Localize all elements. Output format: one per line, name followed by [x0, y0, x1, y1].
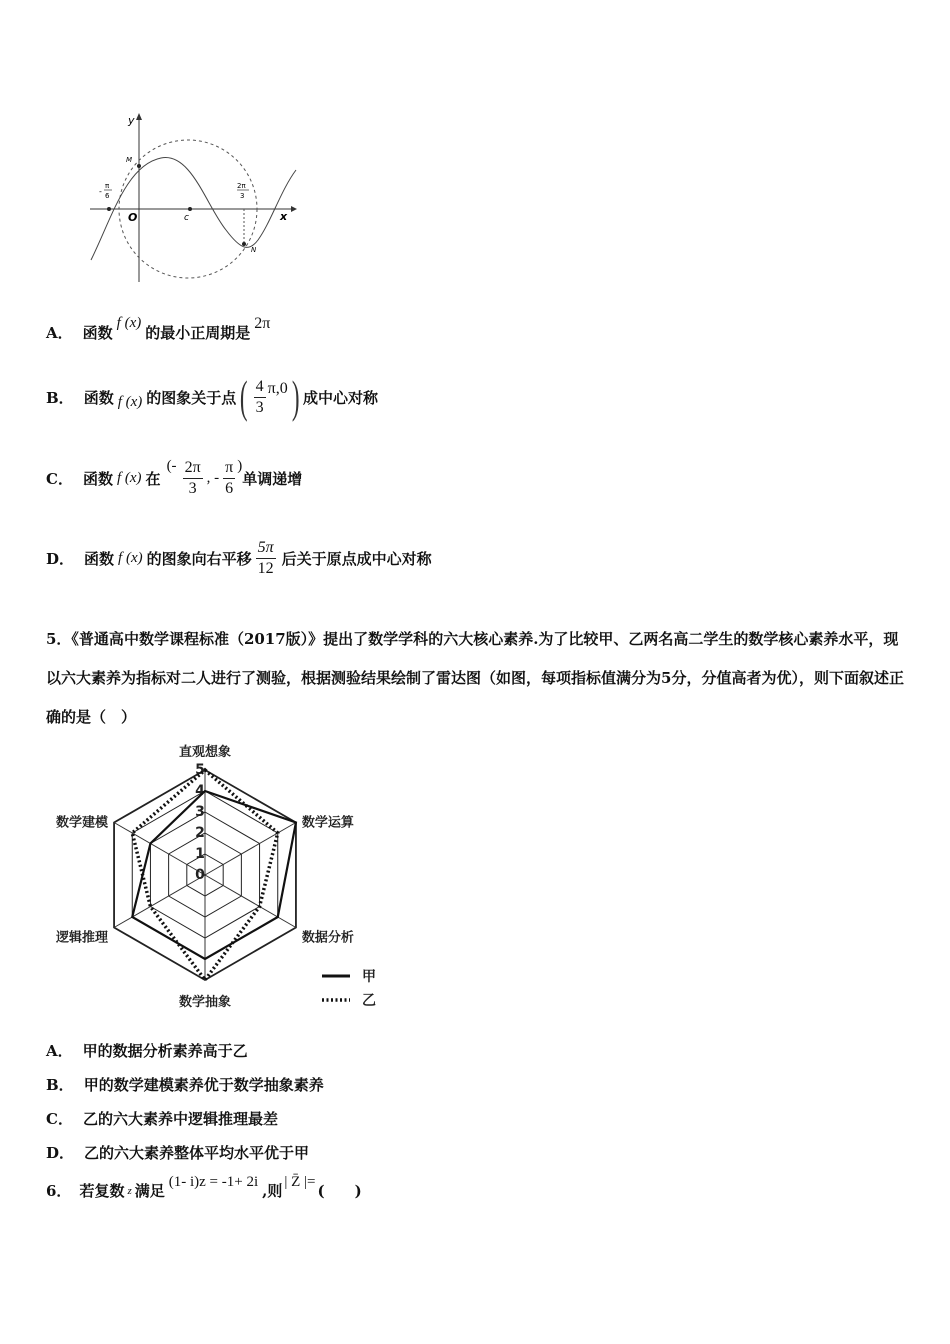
paren-close: ) [291, 371, 300, 422]
scale-label: 0 [195, 867, 205, 883]
var-z: z [127, 1184, 132, 1197]
question-6 [46, 1174, 362, 1201]
legend-label: 乙 [362, 993, 376, 1009]
axis-label: 数学建模 [56, 815, 109, 831]
axis-label: 直观想象 [178, 745, 232, 760]
option-text: 甲的数据分析素养高于乙 [82, 1042, 248, 1060]
axis-label: 数学运算 [301, 815, 354, 831]
fraction-four-thirds [254, 377, 266, 418]
frac-num: 2π [183, 458, 203, 479]
option-4a [46, 314, 271, 343]
axis-label: 数据分析 [301, 930, 354, 946]
option-4b [46, 371, 379, 422]
radar-chart [40, 738, 390, 1013]
interval-close: ) [237, 458, 243, 474]
point-c [188, 207, 192, 211]
option-label: B． [46, 388, 74, 407]
radar-legend [322, 969, 376, 1009]
scale-label: 4 [195, 783, 205, 799]
fraction-2pi-3 [183, 458, 203, 499]
scale-label: 2 [195, 825, 205, 841]
n-label: N [251, 246, 257, 254]
option-text: 乙的六大素养中逻辑推理最差 [82, 1110, 278, 1128]
option-text: 函数 [82, 470, 113, 488]
frac-den: 3 [255, 398, 264, 416]
legend-label: 甲 [362, 969, 376, 985]
question-number: 6． [46, 1182, 72, 1200]
grid-spoke [205, 823, 296, 876]
m-label: M [126, 156, 133, 164]
interval-sep: , - [206, 470, 220, 486]
option-text: 单调递增 [242, 470, 303, 488]
option-5a [46, 1040, 248, 1061]
option-text: 后关于原点成中心对称 [281, 550, 432, 568]
y-label: y [128, 114, 135, 127]
option-text: 成中心对称 [303, 388, 379, 407]
y-axis-arrow-icon [136, 113, 142, 120]
period-value: 2π [254, 314, 271, 332]
modulus-expr: | Z̄ |= [284, 1174, 316, 1190]
twopi-den: 3 [240, 192, 245, 200]
option-5d [46, 1142, 309, 1163]
option-label: D． [46, 550, 75, 568]
grid-spoke [205, 875, 296, 928]
point-m [137, 164, 141, 168]
frac-den: 3 [188, 480, 197, 497]
scale-label: 5 [195, 762, 205, 778]
x-label: x [280, 210, 288, 223]
twopi-num: 2π [237, 182, 246, 190]
frac-num: 5π [256, 538, 276, 559]
question-text: 若复数 [79, 1182, 125, 1200]
question-text: 满足 [134, 1182, 165, 1200]
option-4c [46, 458, 302, 499]
point-rest: π,0 [267, 380, 288, 397]
point-n [242, 242, 246, 246]
grid-spoke [114, 823, 205, 876]
option-text: 乙的六大素养整体平均水平优于甲 [84, 1144, 310, 1162]
question-text: ,则 [262, 1182, 283, 1200]
option-4d [46, 538, 432, 579]
option-text: 在 [145, 470, 161, 488]
option-text: 函数 [84, 550, 115, 568]
neg-pi-num: π [105, 182, 110, 190]
option-5b [46, 1074, 324, 1095]
option-label: D． [46, 1144, 75, 1162]
fraction-pi-6 [223, 458, 235, 499]
option-label: C． [46, 470, 73, 488]
frac-num: π [223, 458, 235, 479]
interval-open: (- [166, 458, 177, 474]
option-text: 甲的数学建模素养优于数学抽象素养 [83, 1076, 324, 1094]
option-label: B． [46, 1076, 74, 1094]
neg-pi-den: 6 [105, 192, 110, 200]
series-jia [132, 791, 296, 959]
paren-open: ( [240, 371, 248, 422]
scale-label: 1 [195, 846, 205, 862]
option-label: A． [46, 1042, 73, 1060]
option-label: A． [46, 324, 73, 342]
radar-series [132, 770, 296, 980]
equation: (1- i)z = -1+ 2i [168, 1174, 259, 1190]
sine-graph [86, 110, 306, 290]
x-axis-arrow-icon [291, 206, 297, 212]
frac-num: 4 [254, 377, 266, 398]
function-f: f (x) [116, 315, 142, 331]
frac-den: 6 [225, 480, 234, 497]
origin-label: O [128, 211, 138, 224]
answer-blank: ( ) [317, 1182, 362, 1200]
frac-den: 12 [257, 560, 274, 577]
function-f: f (x) [118, 550, 143, 566]
function-f: f (x) [116, 470, 142, 486]
option-label: C． [46, 1110, 73, 1128]
option-text: 的最小正周期是 [145, 324, 251, 342]
scale-label: 3 [195, 804, 205, 820]
function-f: f (x) [117, 393, 143, 410]
axis-label: 逻辑推理 [56, 930, 109, 946]
fraction-5pi-12 [256, 538, 276, 579]
point-neg [107, 207, 111, 211]
option-text: 函数 [83, 388, 114, 407]
axis-label: 数学抽象 [178, 995, 232, 1010]
option-text: 的图象向右平移 [146, 550, 252, 568]
question-5-text: 5．《普通高中数学课程标准（2017版）》提出了数学学科的六大核心素养.为了比较甲、乙两名高二学生的数学核心素养水平，现以六大素养为指标对二人进行了测验，根据测验结果绘制了雷达图（如图，每项指标值满分为5分，分值高者为优），则下面叙述正确的是（ ） [46, 630, 904, 726]
option-text: 的图象关于点 [146, 388, 237, 407]
option-text: 函数 [82, 324, 113, 342]
option-5c [46, 1108, 278, 1129]
c-label: c [184, 213, 189, 223]
neg-sign: - [99, 187, 102, 196]
